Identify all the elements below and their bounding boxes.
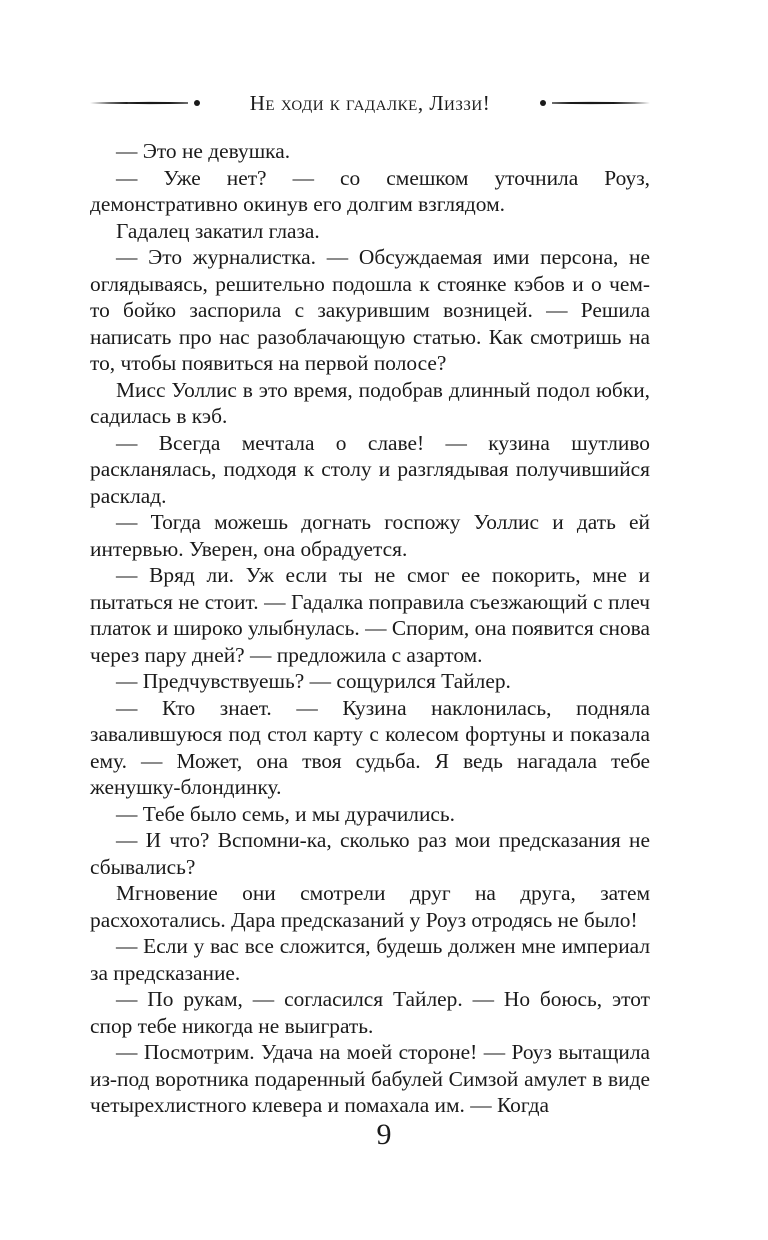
paragraph: — Посмотрим. Удача на моей стороне! — Роуз вытащила из-под воротника подаренный бабулей Симзой амулет в виде четырехлистного клевера и помахала им. — Когда — [90, 1040, 650, 1117]
paragraph: — По рукам, — согласился Тайлер. — Но боюсь, этот спор тебе никогда не выиграть. — [90, 987, 650, 1038]
paragraph: — Предчувствуешь? — сощурился Тайлер. — [116, 669, 511, 693]
paragraph: — И что? Вспомни-ка, сколько раз мои предсказания не сбывались? — [90, 828, 650, 879]
paragraph: — Уже нет? — со смешком уточнила Роуз, демонстративно окинув его долгим взглядом. — [90, 165, 650, 216]
paragraph: — Тебе было семь, и мы дурачились. — [116, 801, 456, 826]
paragraph: — Всегда мечтала о славе! — кузина шутливо раскланялась, подходя к столу и разглядывая получившийся расклад. — [90, 430, 650, 508]
paragraph: Гадалец закатил глаза. — [116, 218, 320, 243]
paragraph: Мгновение они смотрели друг на друга, затем расхохотались. Дара предсказаний у Роуз отродясь не было! — [90, 881, 650, 932]
paragraph: — Вряд ли. Уж если ты не смог ее покорить, мне и пытаться не стоит. — Гадалка поправила съезжающий с плеч платок и широко улыбнулась. — Спорим, она появится снова через пару дней? — предложила с азартом. — [90, 563, 650, 667]
paragraph: — Это журналистка. — Обсуждаемая ими персона, не оглядываясь, решительно подошла к стоянке кэбов и о чем-то бойко заспорила с закурившим возницей. — Решила написать про нас разоблачающую статью. Как смотришь на то, чтобы появиться на первой полосе? — [90, 245, 650, 375]
paragraph: Мисс Уоллис в это время, подобрав длинный подол юбки, садилась в кэб. — [90, 377, 650, 428]
paragraph: — Если у вас все сложится, будешь должен мне империал за предсказание. — [90, 934, 650, 985]
body-text — [90, 138, 650, 1119]
page-number: 9 — [376, 1118, 392, 1151]
paragraph: — Тогда можешь догнать госпожу Уоллис и дать ей интервью. Уверен, она обрадуется. — [90, 510, 650, 561]
running-title: Не ходи к гадалке, Лиззи! — [249, 90, 491, 115]
paragraph: — Это не девушка. — [116, 139, 291, 163]
paragraph: — Кто знает. — Кузина наклонилась, подняла завалившуюся под стол карту с колесом фортуны и показала ему. — Может, она твоя судьба. Я ведь нагадала тебе женушку-блондинку. — [90, 695, 650, 799]
running-header — [90, 86, 650, 120]
